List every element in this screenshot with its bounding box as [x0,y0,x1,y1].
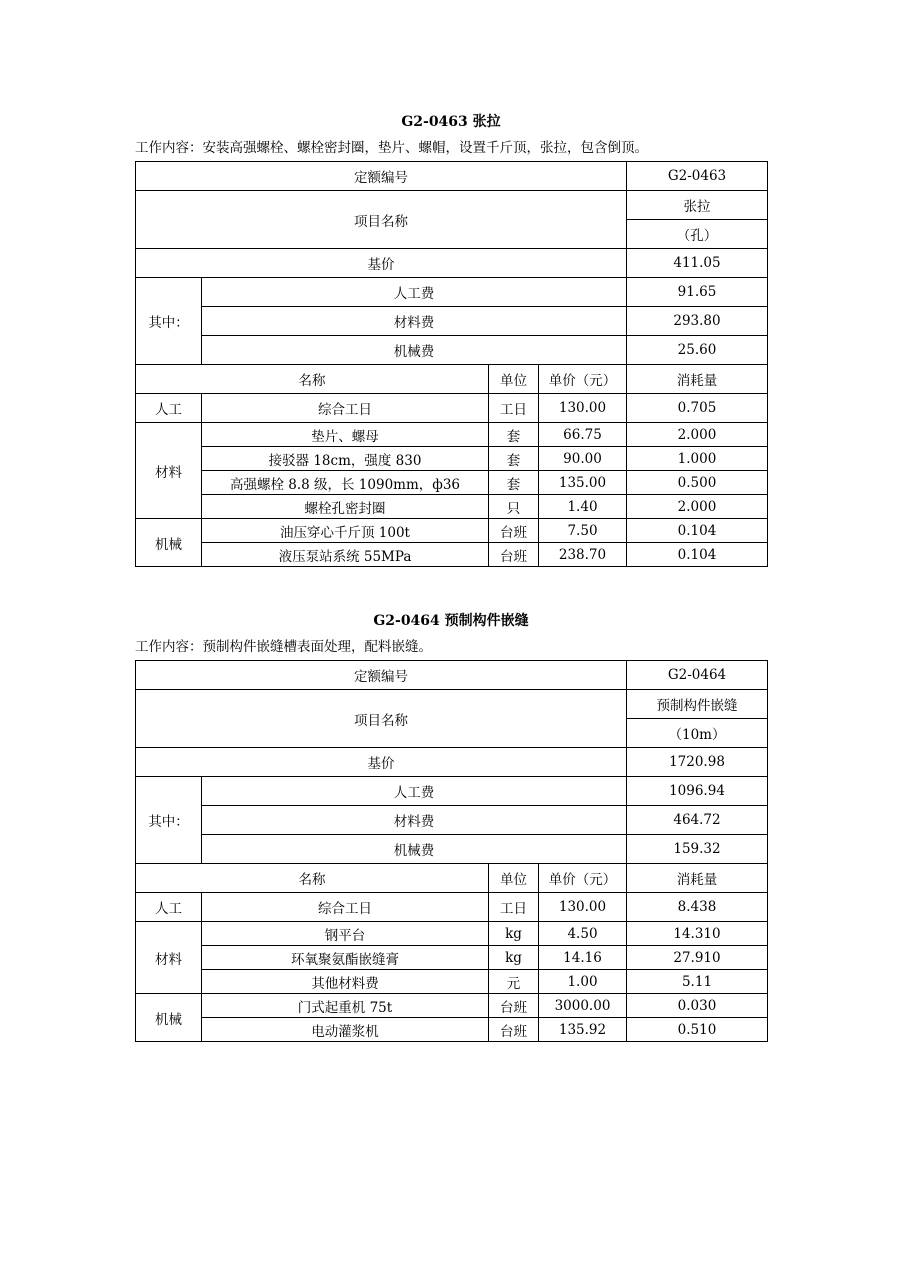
resource-unit: kg [489,946,539,970]
item-name-row [136,690,768,719]
resource-price: 14.16 [539,946,627,970]
material-fee-row [136,806,768,835]
table-row [136,994,768,1018]
labor-fee-value: 91.65 [627,278,768,307]
resource-unit: 只 [489,495,539,519]
quota-section-g2-0463 [135,109,767,567]
quota-no-value: G2-0464 [627,661,768,690]
base-price-value: 1720.98 [627,748,768,777]
resource-price: 135.92 [539,1018,627,1042]
col-unit-header: 单位 [489,365,539,394]
item-unit-value: （孔） [627,220,768,249]
resource-unit: 台班 [489,994,539,1018]
quota-no-label: 定额编号 [136,162,627,191]
resource-price: 135.00 [539,471,627,495]
resource-unit: 工日 [489,394,539,423]
table-row [136,394,768,423]
col-qty-header: 消耗量 [627,864,768,893]
machine-fee-value: 25.60 [627,336,768,365]
item-name-value: 预制构件嵌缝 [627,690,768,719]
resource-name: 螺栓孔密封圈 [202,495,489,519]
of-which-label: 其中： [136,278,202,365]
resource-price: 238.70 [539,543,627,567]
quota-no-row [136,661,768,690]
table-row [136,423,768,447]
resource-qty: 8.438 [627,893,768,922]
category-material: 材料 [136,423,202,519]
table-row [136,471,768,495]
resource-price: 4.50 [539,922,627,946]
category-machine: 机械 [136,994,202,1042]
resource-price: 66.75 [539,423,627,447]
quota-no-row [136,162,768,191]
item-name-row [136,191,768,220]
resource-name: 垫片、螺母 [202,423,489,447]
column-header-row [136,365,768,394]
resource-name: 油压穿心千斤顶 100t [202,519,489,543]
resource-unit: 套 [489,447,539,471]
col-unit-header: 单位 [489,864,539,893]
column-header-row [136,864,768,893]
resource-name: 综合工日 [202,893,489,922]
resource-unit: 工日 [489,893,539,922]
quota-no-label: 定额编号 [136,661,627,690]
resource-qty: 0.510 [627,1018,768,1042]
resource-qty: 1.000 [627,447,768,471]
labor-fee-row [136,777,768,806]
resource-qty: 0.104 [627,519,768,543]
resource-unit: 台班 [489,543,539,567]
resource-qty: 14.310 [627,922,768,946]
resource-qty: 0.104 [627,543,768,567]
resource-qty: 27.910 [627,946,768,970]
resource-price: 7.50 [539,519,627,543]
resource-qty: 0.030 [627,994,768,1018]
labor-fee-label: 人工费 [202,777,627,806]
material-fee-row [136,307,768,336]
quota-table [135,660,768,1042]
col-name-header: 名称 [136,365,489,394]
material-fee-label: 材料费 [202,806,627,835]
table-row [136,447,768,471]
col-name-header: 名称 [136,864,489,893]
col-price-header: 单价（元） [539,864,627,893]
table-row [136,922,768,946]
machine-fee-value: 159.32 [627,835,768,864]
resource-name: 环氧聚氨酯嵌缝膏 [202,946,489,970]
base-price-value: 411.05 [627,249,768,278]
table-row [136,1018,768,1042]
table-row [136,893,768,922]
quota-section-g2-0464 [135,608,767,1042]
resource-name: 接驳器 18cm，强度 830 [202,447,489,471]
resource-unit: 台班 [489,1018,539,1042]
work-content: 工作内容：安装高强螺栓、螺栓密封圈，垫片、螺帽，设置千斤顶，张拉，包含倒顶。 [135,140,648,156]
category-labor: 人工 [136,893,202,922]
labor-fee-row [136,278,768,307]
item-unit-value: （10m） [627,719,768,748]
table-row [136,946,768,970]
resource-qty: 0.500 [627,471,768,495]
base-price-row [136,249,768,278]
item-name-value: 张拉 [627,191,768,220]
resource-qty: 2.000 [627,423,768,447]
resource-price: 1.00 [539,970,627,994]
section-title: G2-0463 张拉 [401,114,501,130]
col-price-header: 单价（元） [539,365,627,394]
resource-qty: 0.705 [627,394,768,423]
of-which-label: 其中： [136,777,202,864]
section-title: G2-0464 预制构件嵌缝 [373,613,529,629]
item-name-label: 项目名称 [136,191,627,249]
category-machine: 机械 [136,519,202,567]
item-name-label: 项目名称 [136,690,627,748]
resource-name: 高强螺栓 8.8 级，长 1090mm，ф36 [202,471,489,495]
resource-price: 130.00 [539,893,627,922]
base-price-row [136,748,768,777]
resource-name: 综合工日 [202,394,489,423]
machine-fee-label: 机械费 [202,336,627,365]
labor-fee-label: 人工费 [202,278,627,307]
resource-price: 90.00 [539,447,627,471]
resource-unit: 元 [489,970,539,994]
work-content: 工作内容：预制构件嵌缝槽表面处理，配料嵌缝。 [135,639,432,655]
table-row [136,543,768,567]
resource-price: 1.40 [539,495,627,519]
quota-no-value: G2-0463 [627,162,768,191]
col-qty-header: 消耗量 [627,365,768,394]
resource-unit: 套 [489,471,539,495]
base-price-label: 基价 [136,748,627,777]
base-price-label: 基价 [136,249,627,278]
material-fee-label: 材料费 [202,307,627,336]
machine-fee-row [136,336,768,365]
material-fee-value: 293.80 [627,307,768,336]
resource-name: 门式起重机 75t [202,994,489,1018]
table-row [136,495,768,519]
labor-fee-value: 1096.94 [627,777,768,806]
table-row [136,970,768,994]
table-row [136,519,768,543]
resource-name: 其他材料费 [202,970,489,994]
quota-table [135,161,768,567]
resource-qty: 5.11 [627,970,768,994]
resource-unit: 台班 [489,519,539,543]
resource-unit: 套 [489,423,539,447]
resource-name: 钢平台 [202,922,489,946]
resource-unit: kg [489,922,539,946]
resource-price: 130.00 [539,394,627,423]
resource-name: 电动灌浆机 [202,1018,489,1042]
resource-qty: 2.000 [627,495,768,519]
machine-fee-row [136,835,768,864]
category-material: 材料 [136,922,202,994]
material-fee-value: 464.72 [627,806,768,835]
resource-price: 3000.00 [539,994,627,1018]
machine-fee-label: 机械费 [202,835,627,864]
resource-name: 液压泵站系统 55MPa [202,543,489,567]
category-labor: 人工 [136,394,202,423]
